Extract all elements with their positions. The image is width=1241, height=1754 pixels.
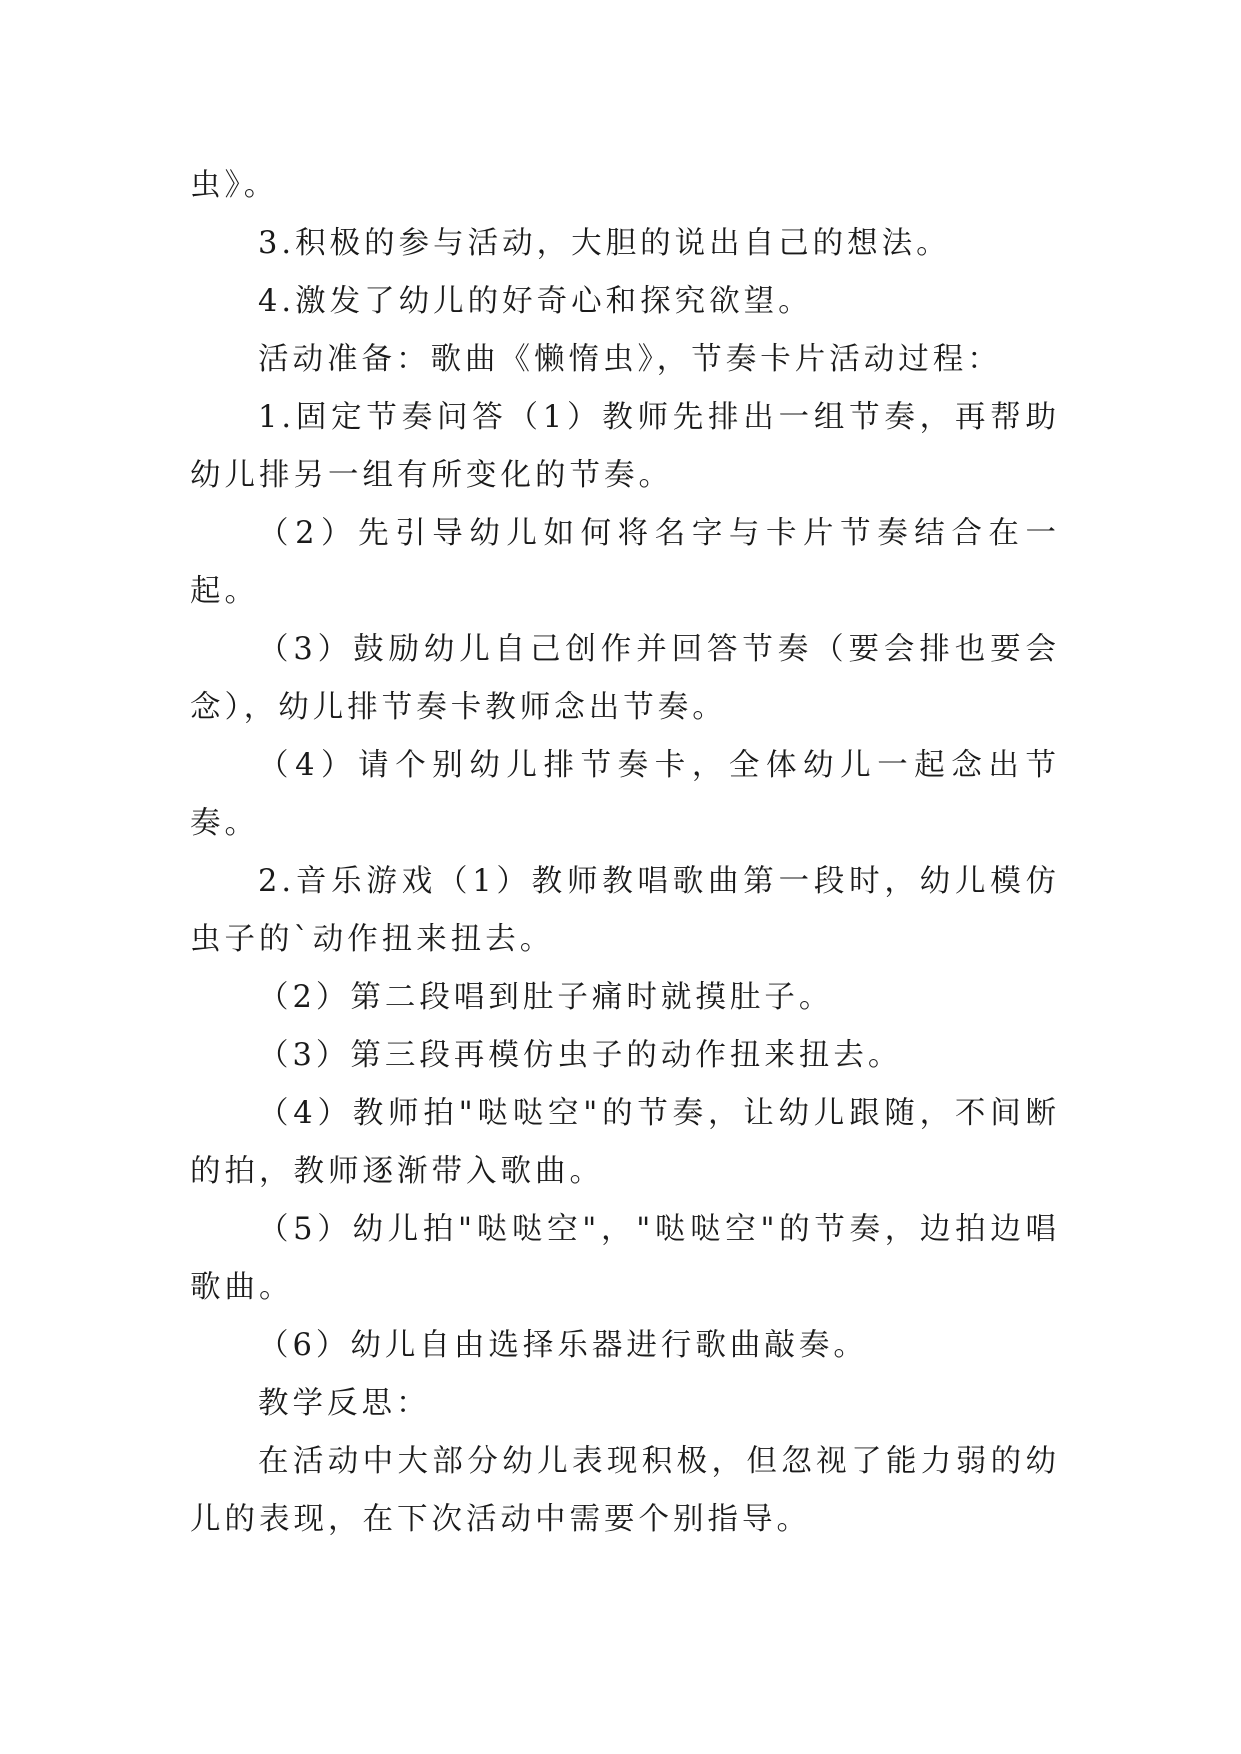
- paragraph: 在活动中大部分幼儿表现积极，但忽视了能力弱的幼儿的表现，在下次活动中需要个别指导。: [190, 1444, 1060, 1537]
- section-heading: 教学反思：: [258, 1386, 431, 1421]
- paragraph: （3）第三段再模仿虫子的动作扭来扭去。: [258, 1038, 903, 1073]
- paragraph: 1.固定节奏问答（1）教师先排出一组节奏，再帮助幼儿排另一组有所变化的节奏。: [190, 400, 1060, 493]
- paragraph: （3）鼓励幼儿自己创作并回答节奏（要会排也要会念），幼儿排节奏卡教师念出节奏。: [190, 632, 1060, 725]
- paragraph: 2.音乐游戏（1）教师教唱歌曲第一段时，幼儿模仿虫子的`动作扭来扭去。: [190, 864, 1060, 957]
- document-body: [190, 157, 1060, 1549]
- paragraph: 3.积极的参与活动，大胆的说出自己的想法。: [258, 226, 951, 261]
- paragraph: （4）教师拍"哒哒空"的节奏，让幼儿跟随，不间断的拍，教师逐渐带入歌曲。: [190, 1096, 1060, 1189]
- paragraph: 4.激发了幼儿的好奇心和探究欲望。: [258, 284, 813, 319]
- paragraph: （2）先引导幼儿如何将名字与卡片节奏结合在一起。: [190, 516, 1060, 609]
- paragraph: 虫》。: [190, 168, 279, 203]
- paragraph: （2）第二段唱到肚子痛时就摸肚子。: [258, 980, 834, 1015]
- paragraph: （4）请个别幼儿排节奏卡，全体幼儿一起念出节奏。: [190, 748, 1060, 841]
- paragraph: （6）幼儿自由选择乐器进行歌曲敲奏。: [258, 1328, 868, 1363]
- paragraph: （5）幼儿拍"哒哒空"，"哒哒空"的节奏，边拍边唱歌曲。: [190, 1212, 1060, 1305]
- paragraph: 活动准备：歌曲《懒惰虫》，节奏卡片活动过程：: [258, 342, 1002, 377]
